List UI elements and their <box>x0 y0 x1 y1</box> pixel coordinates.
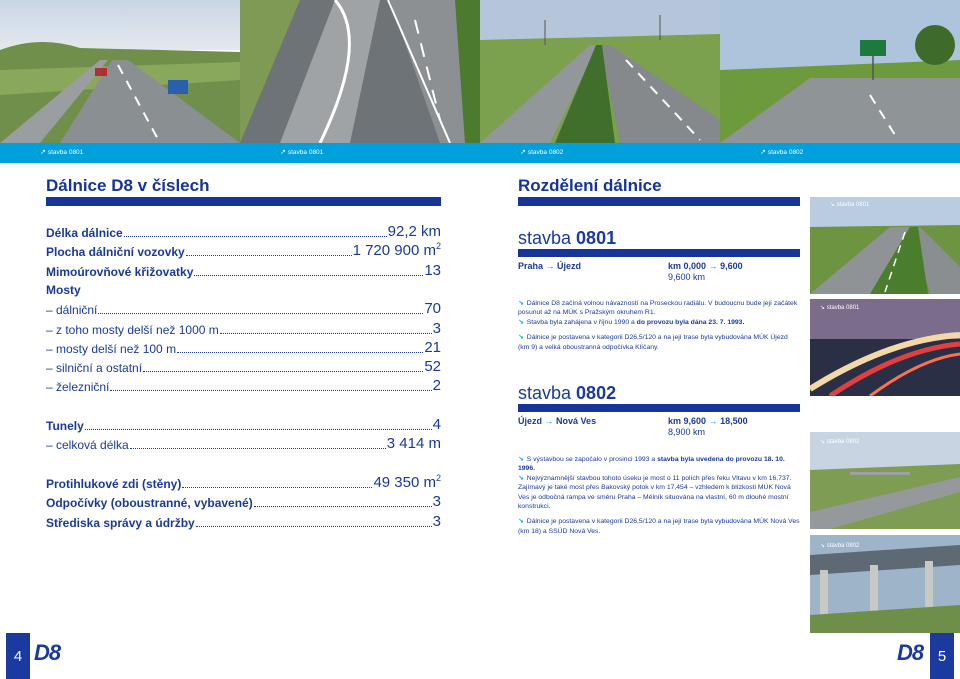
stat-plocha: Plocha dálniční vozovky 1 720 900 $m^2$ <box>46 241 441 259</box>
stat-mimourovnove: Mimoúrovňové křižovatky 13 <box>46 262 441 279</box>
stavba-0802-route: Újezd → Nová Ves km 9,600 → 18,500 8,900 km <box>518 416 748 437</box>
arrow-icon: ↗ <box>40 149 46 156</box>
side-caption-4: ↘ stavba 0802 <box>820 543 860 549</box>
photo-highway-1 <box>0 0 240 143</box>
stat-delka: Délka dálnice 92,2 km <box>46 223 441 240</box>
stavba-0802-heading: stavba 0802 <box>518 383 617 403</box>
stat-odpocivky: Odpočívky (oboustranné, vybavené) 3 <box>46 493 441 510</box>
photo-highway-4 <box>720 0 960 143</box>
page-number-left: 4 <box>6 633 30 679</box>
arrow-icon: ↗ <box>760 149 766 156</box>
stat-mosty-1000: – z toho mosty delší než 1000 m 3 <box>46 320 441 337</box>
stat-mosty-zeleznicni: – železniční 2 <box>46 377 441 394</box>
side-caption-1: ↘ stavba 0801 <box>830 202 870 208</box>
stat-tunely: Tunely 4 <box>46 416 441 433</box>
stat-mosty-100: – mosty delší než 100 m 21 <box>46 339 441 356</box>
page-title-left: Dálnice D8 v číslech <box>46 176 210 195</box>
side-photo-2 <box>810 299 960 396</box>
page-title-right: Rozdělení dálnice <box>518 176 662 195</box>
title-rule-right <box>518 197 800 206</box>
stat-strediska: Střediska správy a údržby 3 <box>46 513 441 530</box>
photo-caption-4: ↗ stavba 0802 <box>760 149 804 156</box>
arrow-icon: ↗ <box>280 149 286 156</box>
d8-logo-left: D8 <box>34 640 61 665</box>
arrow-icon: ↘ <box>820 439 827 445</box>
stat-mosty-dalnicni: – dálniční 70 <box>46 300 441 317</box>
photo-highway-3 <box>480 0 720 143</box>
stat-mosty-silnicni: – silniční a ostatní 52 <box>46 358 441 375</box>
mosty-heading: Mosty <box>46 283 81 297</box>
stavba-0801-text: ↘ Dálnice D8 začíná volnou návazností na Proseckou radiálu. V budoucnu bude její začátek posunut až na MÚK s Pražským okruhem R1. ↘ Stavba byla zahájena v říjnu 1990 a do provozu byla dána 23. 7. 1993. ↘ Dálnice je postavena v kategorii D26,5/120 a na její trase byla vybudována MÚK Újezd (km 9) a velká oboustranná odpočívka Klíčany. <box>518 300 798 351</box>
photo-caption-3: ↗ stavba 0802 <box>520 149 564 156</box>
caption-bar <box>0 143 960 163</box>
photo-highway-2 <box>240 0 480 143</box>
side-caption-2: ↘ stavba 0801 <box>820 305 860 311</box>
side-photo-4 <box>810 535 960 633</box>
side-photo-1 <box>810 197 960 294</box>
photo-caption-1: ↗ stavba 0801 <box>40 149 84 156</box>
d8-logo-right: D8 <box>897 640 924 665</box>
page-number-right: 5 <box>930 633 954 679</box>
side-photo-3 <box>810 432 960 529</box>
stat-tunely-delka: – celková délka 3 414 m <box>46 435 441 452</box>
stavba-0802-text: ↘ S výstavbou se započalo v prosinci 1993 a stavba byla uvedena do provozu 18. 10. 1996. ↘ Nejvýznamnější stavbou tohoto úseku je most o 11 polích přes řeku Vltavu v km 16,737. Zajímavý je také most přes Bakovský potok v km 17,454 – vzhledem k blízkosti MÚK Nová Ves je odbočná rampa ve směru Praha – Mělník situována na vlastní, 60 m dlouhé mostní konstrukci. ↘ Dálnice je postavena v kategorii D26,5/120 a na její trase byla vybudována MÚK Nová Ves (km 18) a SSÚD Nová Ves. <box>518 456 800 535</box>
title-rule-left <box>46 197 441 206</box>
arrow-icon: ↗ <box>520 149 526 156</box>
stavba-0801-rule <box>518 249 800 257</box>
stavba-0801-heading: stavba 0801 <box>518 228 617 248</box>
arrow-icon: ↘ <box>820 305 827 311</box>
stat-protihlukove: Protihlukové zdi (stěny) 49 350 $m^2$ <box>46 473 441 491</box>
arrow-icon: ↘ <box>820 543 827 549</box>
photo-caption-2: ↗ stavba 0801 <box>280 149 324 156</box>
side-caption-3: ↘ stavba 0802 <box>820 439 860 445</box>
stavba-0802-rule <box>518 404 800 412</box>
stavba-0801-route: Praha → Újezd km 0,000 → 9,600 9,600 km <box>518 261 743 282</box>
arrow-icon: ↘ <box>830 202 837 208</box>
